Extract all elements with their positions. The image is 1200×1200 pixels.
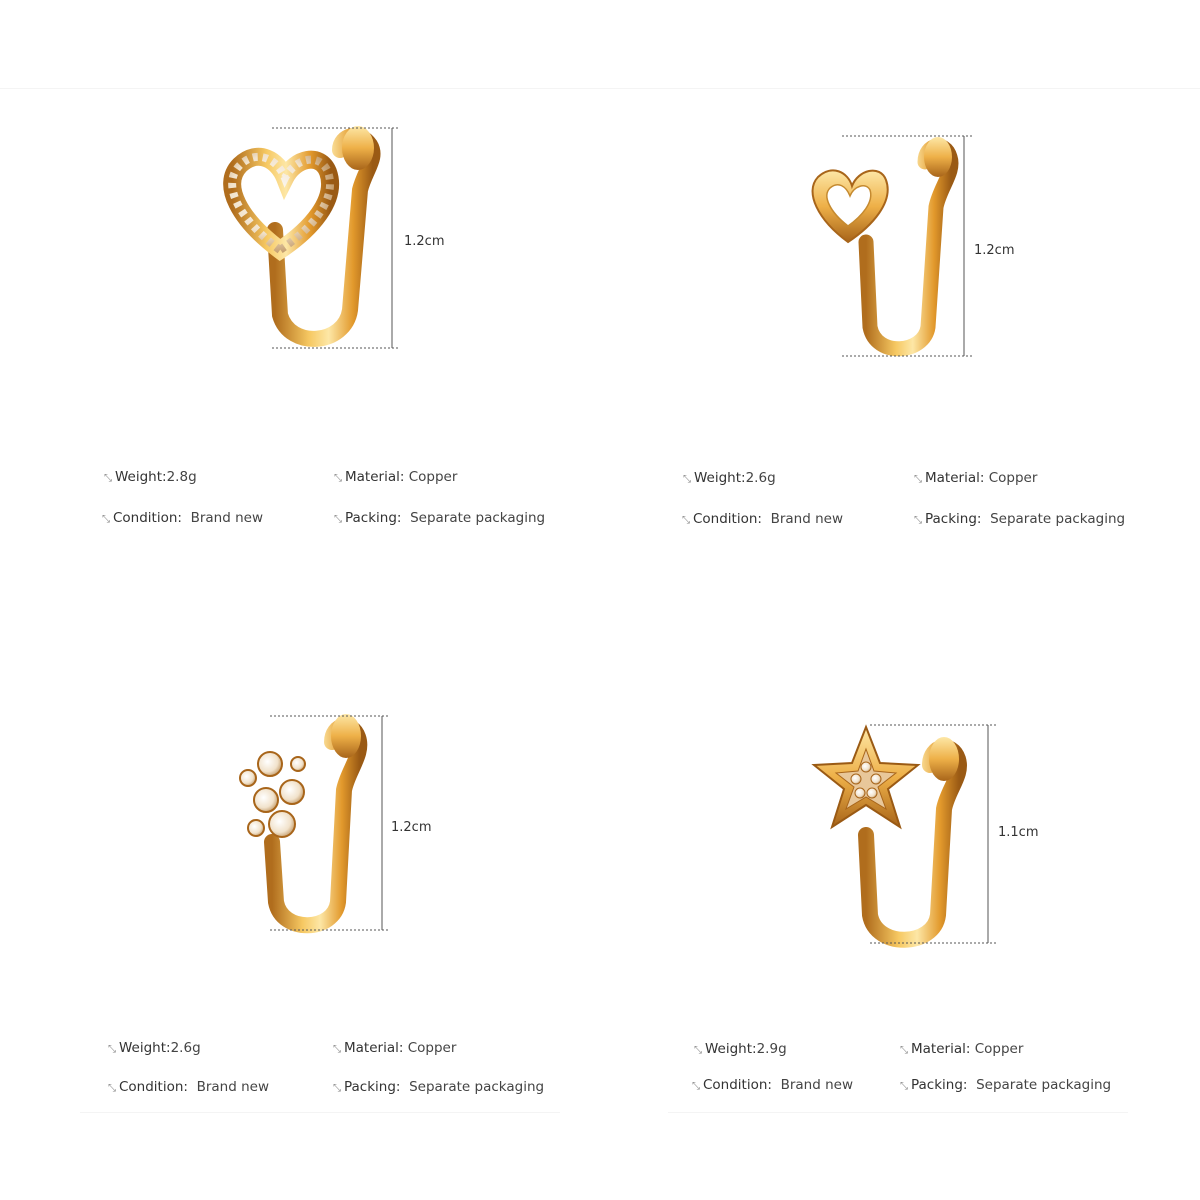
spec-material: ⤡ Material: Copper xyxy=(900,1041,1024,1057)
spec-packing: ⤡ Packing: Separate packaging xyxy=(334,510,546,526)
dimension-label: 1.1cm xyxy=(998,825,1039,840)
bullet-icon: ⤡ xyxy=(900,1045,908,1056)
bullet-icon: ⤡ xyxy=(900,1081,908,1092)
star-pave-nose-ring-image xyxy=(810,715,1010,955)
spec-weight: ⤡ Weight:2.6g xyxy=(108,1040,201,1056)
bullet-icon: ⤡ xyxy=(104,473,112,484)
bullet-icon: ⤡ xyxy=(914,474,922,485)
product-panel-2 xyxy=(600,0,1200,600)
spec-material: ⤡ Material: Copper xyxy=(914,470,1038,486)
bullet-icon: ⤡ xyxy=(102,514,110,525)
spec-weight: ⤡ Weight:2.8g xyxy=(104,469,197,485)
bullet-icon: ⤡ xyxy=(108,1044,116,1055)
spec-material: ⤡ Material: Copper xyxy=(334,469,458,485)
bullet-icon: ⤡ xyxy=(108,1083,116,1094)
dimension-label: 1.2cm xyxy=(404,234,445,249)
flower-pave-nose-ring-image xyxy=(220,702,420,942)
spec-packing: ⤡ Packing: Separate packaging xyxy=(900,1077,1112,1093)
bullet-icon: ⤡ xyxy=(333,1083,341,1094)
bullet-icon: ⤡ xyxy=(683,474,691,485)
heart-pave-nose-ring-image xyxy=(200,110,420,370)
spec-packing: ⤡ Packing: Separate packaging xyxy=(333,1079,545,1095)
bullet-icon: ⤡ xyxy=(334,514,342,525)
bullet-icon: ⤡ xyxy=(914,515,922,526)
spec-condition: ⤡ Condition: Brand new xyxy=(108,1079,269,1095)
spec-condition: ⤡ Condition: Brand new xyxy=(682,511,843,527)
bullet-icon: ⤡ xyxy=(334,473,342,484)
product-panel-3 xyxy=(0,600,600,1200)
bullet-icon: ⤡ xyxy=(692,1081,700,1092)
spec-packing: ⤡ Packing: Separate packaging xyxy=(914,511,1126,527)
product-panel-1 xyxy=(0,0,600,600)
spec-condition: ⤡ Condition: Brand new xyxy=(102,510,263,526)
spec-weight: ⤡ Weight:2.6g xyxy=(683,470,776,486)
spec-condition: ⤡ Condition: Brand new xyxy=(692,1077,853,1093)
bullet-icon: ⤡ xyxy=(694,1045,702,1056)
product-panel-4 xyxy=(600,600,1200,1200)
dimension-label: 1.2cm xyxy=(974,243,1015,258)
spec-weight: ⤡ Weight:2.9g xyxy=(694,1041,787,1057)
dimension-label: 1.2cm xyxy=(391,820,432,835)
bullet-icon: ⤡ xyxy=(333,1044,341,1055)
heart-open-nose-ring-image xyxy=(800,122,1000,372)
spec-material: ⤡ Material: Copper xyxy=(333,1040,457,1056)
bullet-icon: ⤡ xyxy=(682,515,690,526)
